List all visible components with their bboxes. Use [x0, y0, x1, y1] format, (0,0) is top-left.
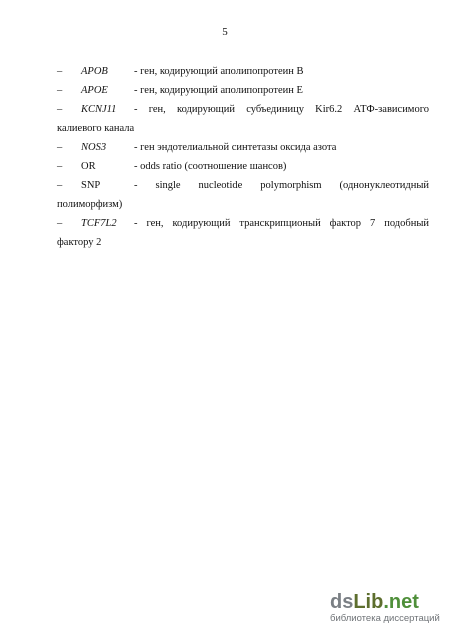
- abbreviation-entry-or: [57, 157, 429, 176]
- abbreviation-entry-tcf7l2: [57, 214, 429, 252]
- abbreviation-entry-kcnj11: [57, 100, 429, 138]
- entry-description: - ген эндотелиальной синтетазы оксида азота: [134, 142, 337, 153]
- entry-term: APOB: [81, 66, 108, 77]
- entry-description: - ген, кодирующий аполипопротеин B: [134, 66, 304, 77]
- entry-description: - odds ratio (соотношение шансов): [134, 161, 287, 172]
- entry-term: OR: [81, 161, 96, 172]
- entry-description: - ген, кодирующий субъединицу Kir6.2 АТФ-зависимого: [134, 104, 429, 115]
- dslib-logo: [330, 592, 450, 612]
- logo-lib: Lib: [353, 591, 384, 613]
- entry-term: KCNJ11: [81, 104, 117, 115]
- abbreviation-entry-apoe: [57, 81, 429, 100]
- entry-description: - ген, кодирующий аполипопротеин E: [134, 85, 303, 96]
- abbreviation-entry-snp: [57, 176, 429, 214]
- entry-term: APOE: [81, 85, 108, 96]
- abbreviation-entry-nos3: [57, 138, 429, 157]
- entry-term: SNP: [81, 180, 101, 191]
- page-number: 5: [222, 26, 228, 38]
- entry-description: - single nucleotide polymorphism (однонуклеотидный: [134, 180, 429, 191]
- entry-dash: –: [57, 85, 63, 96]
- dslib-watermark: [330, 592, 450, 624]
- entry-term: NOS3: [81, 142, 107, 153]
- entry-dash: –: [57, 218, 63, 229]
- entry-dash: –: [57, 142, 63, 153]
- entry-description-continuation: фактору 2: [57, 237, 102, 248]
- entry-description: - ген, кодирующий транскрипционый фактор 7 подобный: [134, 218, 429, 229]
- abbreviation-entry-apob: [57, 62, 429, 81]
- watermark-tagline: библиотека диссертаций: [330, 613, 440, 624]
- entry-dash: –: [57, 104, 63, 115]
- entry-dash: –: [57, 66, 63, 77]
- entry-term: TCF7L2: [81, 218, 117, 229]
- logo-net: .net: [383, 591, 419, 613]
- entry-dash: –: [57, 180, 63, 191]
- entry-dash: –: [57, 161, 63, 172]
- logo-ds: ds: [330, 591, 354, 613]
- entry-description-continuation: калиевого канала: [57, 123, 135, 134]
- entry-description-continuation: полиморфизм): [57, 199, 123, 210]
